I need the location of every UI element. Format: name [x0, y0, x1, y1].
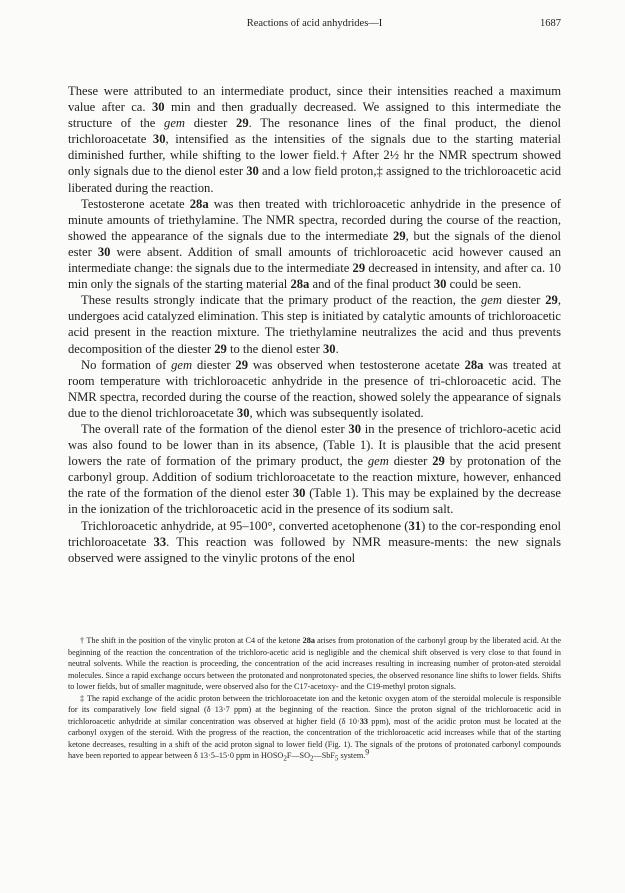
paragraph-5: The overall rate of the formation of the dienol ester 30 in the presence of trichloro-acetic acid was also found to be lower than in its absence, (Table 1). It is plausible that the acid present lowers the rate of formation of the primary product, the gem diester 29 by protonation of the carbonyl group. Addition of sodium trichloroacetate to the reaction mixture, however, enhanced the rate of the formation of the dienol ester 30 (Table 1). This may be explained by the decrease in the ionization of the trichloroacetic acid in the presence of its sodium salt. [68, 421, 562, 517]
paragraph-4: No formation of gem diester 29 was observed when testosterone acetate 28a was treated at room temperature with trichloroacetic anhydride in the presence of tri-chloroacetic acid. The NMR spectra, recorded during the course of the reaction, showed solely the appearance of signals due to the dienol trichloroacetate 30, which was subsequently isolated. [68, 357, 561, 420]
paragraph-2: Testosterone acetate 28a was then treated with trichloroacetic anhydride in the presence of minute amounts of triethylamine. The NMR spectra, recorded during the course of the reaction, showed the appearance of the signals due to the intermediate 29, but the signals of the dienol ester 30 were absent. Addition of small amounts of trichloroacetic acid however caused an intermediate change: the signals due to the intermediate 29 decreased in intensity, and after ca. 10 min only the signals of the starting material 28a and of the final product 30 could be seen. [68, 196, 561, 292]
running-head [68, 16, 561, 32]
page-number: 1687 [540, 18, 561, 29]
paragraph-6: Trichloroacetic anhydride, at 95–100°, converted acetophenone (31) to the cor-responding enol trichloroacetate 33. This reaction was followed by NMR measure-ments: the new signals observed were assigned to the vinylic protons of the enol [68, 518, 562, 565]
footnote-double-dagger: ‡ The rapid exchange of the acidic proton between the trichloroacetate ion and the ketonic oxygen atom of the steroidal molecule is responsible for its comparatively low field signal (δ 13·7 ppm) at the beginning of the reaction. Since the proton signal of the trichloroacetic acid in trichloroacetic anhydride at similar concentration was observed at higher field (δ 10·33 ppm), most of the acidic proton must be located at the carbonyl oxygen of the steroid. With the progress of the reaction, the concentration of the trichloroacetic acid increases while that of the starting ketone decreases, resulting in a shift of the acid proton signal to lower field (Fig. 1). The signals of the protons of protonated carbonyl compounds have been reported to appear between δ 13·5–15·0 ppm in $HOSO_2F—SO_2—SbF_5$ system.$^9$ [68, 693, 561, 763]
running-title: Reactions of acid anhydrides—I [246, 18, 383, 29]
paragraph-1: These were attributed to an intermediate product, since their intensities reached a maximum value after ca. 30 min and then gradually decreased. We assigned to this intermediate the structure of the gem diester 29. The resonance lines of the final product, the dienol trichloroacetate 30, intensified as the intensities of the signals due to the starting material diminished further, while shifting to the lower field.† After 2½ hr the NMR spectrum showed only signals due to the dienol ester 30 and a low field proton,‡ assigned to the trichloroacetic acid liberated during the reaction. [68, 84, 562, 195]
paragraph-3: These results strongly indicate that the primary product of the reaction, the gem diester 29, undergoes acid catalyzed elimination. This step is initiated by catalytic amounts of trichloroacetic acid present in the reaction mixture. The triethylamine neutralizes the acid and thus prevents decomposition of the diester 29 to the dienol ester 30. [68, 293, 561, 356]
footnotes [68, 635, 561, 762]
body-text [68, 83, 561, 566]
footnote-dagger: † The shift in the position of the vinylic proton at C4 of the ketone 28a arises from protonation of the carbonyl group by the liberated acid. At the beginning of the reaction the concentration of the trichloro-acetic acid is negligible and the chemical shift observed is very close to that found in neutral solvents. While the reaction is proceeding, the concentration of the acid increases resulting in increasing number of proton-ated steroidal molecules. Since a rapid exchange occurs between the protonated and nonprotonated species, the observed resonance line shifts to lower fields. Shifts to lower fields, but of smaller magnitude, were observed also for the C17-acetoxy- and the C19-methyl proton signals. [68, 636, 562, 691]
